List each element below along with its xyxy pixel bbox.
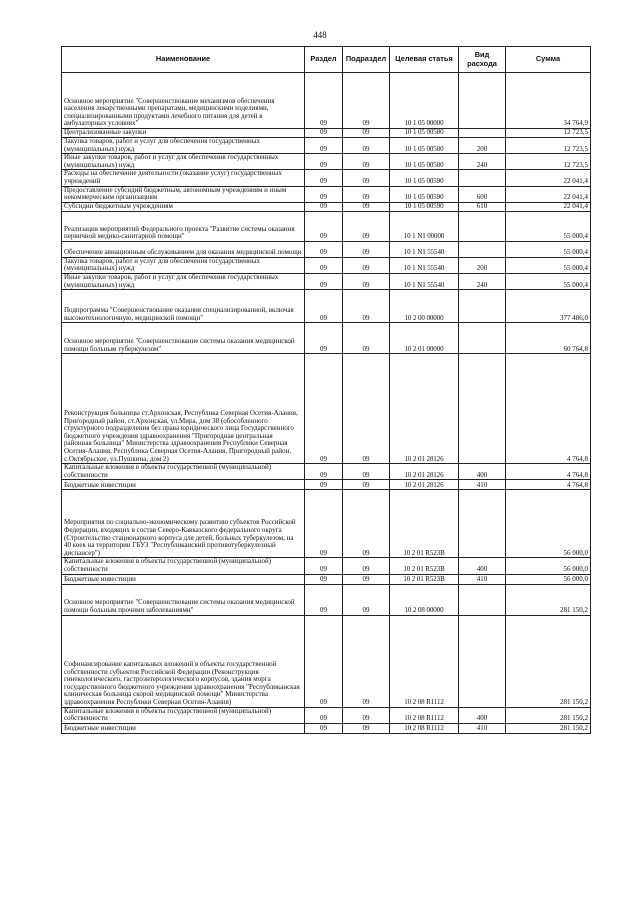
row-expense — [459, 490, 506, 558]
page-number: 448 — [313, 30, 327, 40]
row-expense: 600 — [459, 186, 506, 202]
row-name: Закупка товаров, работ и услуг для обеспечения государственных (муниципальных) нужд — [62, 138, 305, 154]
header-row — [62, 47, 591, 73]
row-sum: 12 723,5 — [506, 129, 591, 138]
row-subsection: 09 — [343, 480, 390, 490]
row-target: 10 1 05 00580 — [390, 129, 459, 138]
row-name: Капитальные вложения в объекты государственной (муниципальной) собственности — [62, 558, 305, 574]
row-name: Бюджетные инвестиции — [62, 723, 305, 733]
row-section: 09 — [305, 584, 343, 615]
row-sum: 55 000,4 — [506, 257, 591, 273]
row-expense — [459, 129, 506, 138]
row-expense: 200 — [459, 138, 506, 154]
row-name: Подпрограмма "Совершенствование оказания специализированной, включая высокотехнологичную, медицинской помощи" — [62, 290, 305, 323]
row-section: 09 — [305, 138, 343, 154]
row-sum: 281 150,2 — [506, 723, 591, 733]
row-sum: 377 486,0 — [506, 290, 591, 323]
row-name: Централизованные закупки — [62, 129, 305, 138]
row-subsection: 09 — [343, 290, 390, 323]
row-expense — [459, 211, 506, 241]
table-row — [62, 723, 591, 733]
row-expense: 410 — [459, 574, 506, 584]
table-row — [62, 323, 591, 354]
table-row — [62, 464, 591, 480]
row-section: 09 — [305, 464, 343, 480]
row-subsection: 09 — [343, 707, 390, 723]
row-expense: 400 — [459, 558, 506, 574]
header-sum: Сумма — [506, 47, 591, 73]
row-expense — [459, 241, 506, 257]
row-section: 09 — [305, 186, 343, 202]
row-name: Субсидии бюджетным учреждениям — [62, 202, 305, 211]
row-subsection: 09 — [343, 241, 390, 257]
row-expense — [459, 615, 506, 707]
row-sum: 281 150,2 — [506, 584, 591, 615]
row-section: 09 — [305, 615, 343, 707]
row-target: 10 1 05 00590 — [390, 170, 459, 186]
row-section: 09 — [305, 707, 343, 723]
row-name: Иные закупки товаров, работ и услуг для обеспечения государственных (муниципальных) нужд — [62, 154, 305, 170]
row-name: Бюджетные инвестиции — [62, 574, 305, 584]
row-sum: 281 150,2 — [506, 615, 591, 707]
row-target: 10 1 N1 55540 — [390, 241, 459, 257]
row-section: 09 — [305, 154, 343, 170]
table-row — [62, 170, 591, 186]
row-subsection: 09 — [343, 273, 390, 289]
table-row — [62, 584, 591, 615]
budget-table — [61, 46, 591, 734]
row-target: 10 1 N1 55540 — [390, 257, 459, 273]
row-section: 09 — [305, 558, 343, 574]
table-row — [62, 290, 591, 323]
row-target: 10 1 05 00590 — [390, 186, 459, 202]
row-section: 09 — [305, 211, 343, 241]
row-sum: 56 000,0 — [506, 558, 591, 574]
row-target: 10 1 05 00000 — [390, 73, 459, 129]
row-name: Основное мероприятие "Совершенствование системы оказания медицинской помощи больным туберкулезом" — [62, 323, 305, 354]
row-subsection: 09 — [343, 584, 390, 615]
row-section: 09 — [305, 480, 343, 490]
row-name: Основное мероприятие "Совершенствование системы оказания медицинской помощи больным прочими заболеваниями" — [62, 584, 305, 615]
header-expense: Вид расхода — [459, 47, 506, 73]
row-target: 10 1 N1 00000 — [390, 211, 459, 241]
row-name: Реализация мероприятий Федерального проекта "Развитие системы оказания первичной медико-санитарной помощи" — [62, 211, 305, 241]
row-subsection: 09 — [343, 354, 390, 464]
row-sum: 55 000,4 — [506, 241, 591, 257]
row-subsection: 09 — [343, 211, 390, 241]
table-row — [62, 615, 591, 707]
row-target: 10 1 N1 55540 — [390, 273, 459, 289]
row-section: 09 — [305, 129, 343, 138]
row-name: Мероприятия по социально-экономическому развитию субъектов Российской Федерации, входящих в состав Северо-Кавказского федерального округа (Строительство стационарного корпуса для детей, больных туберкулезом, на 40 коек на территории ГБУЗ "Республиканский противотуберкулезный диспансер") — [62, 490, 305, 558]
row-subsection: 09 — [343, 323, 390, 354]
row-target: 10 2 00 00000 — [390, 290, 459, 323]
row-name: Основное мероприятие "Совершенствование механизмов обеспечения населения лекарственными препаратами, медицинскими изделиями, специализированными продуктами лечебного питания для детей в амбулаторных условиях" — [62, 73, 305, 129]
row-expense: 240 — [459, 273, 506, 289]
table-row — [62, 211, 591, 241]
row-section: 09 — [305, 290, 343, 323]
row-subsection: 09 — [343, 723, 390, 733]
table-body — [62, 73, 591, 734]
row-sum: 60 764,8 — [506, 323, 591, 354]
row-expense — [459, 73, 506, 129]
row-section: 09 — [305, 273, 343, 289]
row-subsection: 09 — [343, 186, 390, 202]
table-row — [62, 354, 591, 464]
table-row — [62, 202, 591, 211]
row-expense — [459, 290, 506, 323]
row-name: Софинансирование капитальных вложений в объекты государственной собственности субъектов Российской Федерации (Реконструкция гинекологического, гастроэнтерологического корпусов, здания морга государственного бюджетного учреждения здравоохранения "Республиканская клиническая больница скорой медицинской помощи" Министерства здравоохранения Республики Северная Осетия-Алания) — [62, 615, 305, 707]
row-expense: 410 — [459, 480, 506, 490]
row-section: 09 — [305, 73, 343, 129]
table-row — [62, 574, 591, 584]
row-sum: 4 764,8 — [506, 464, 591, 480]
row-target: 10 2 01 R523B — [390, 558, 459, 574]
row-target: 10 2 01 28126 — [390, 480, 459, 490]
header-target: Целевая статья — [390, 47, 459, 73]
table-row — [62, 558, 591, 574]
row-name: Расходы на обеспечение деятельности (оказание услуг) государственных учреждений — [62, 170, 305, 186]
row-expense: 240 — [459, 154, 506, 170]
row-expense: 400 — [459, 464, 506, 480]
row-subsection: 09 — [343, 138, 390, 154]
row-expense — [459, 323, 506, 354]
row-sum: 56 000,0 — [506, 490, 591, 558]
row-target: 10 2 01 R523B — [390, 490, 459, 558]
row-sum: 22 041,4 — [506, 186, 591, 202]
row-expense — [459, 354, 506, 464]
row-name: Закупка товаров, работ и услуг для обеспечения государственных (муниципальных) нужд — [62, 257, 305, 273]
table-row — [62, 273, 591, 289]
row-sum: 22 041,4 — [506, 170, 591, 186]
row-section: 09 — [305, 323, 343, 354]
row-section: 09 — [305, 723, 343, 733]
row-name: Предоставление субсидий бюджетным, автономным учреждениям и иным некоммерческим организациям — [62, 186, 305, 202]
row-name: Бюджетные инвестиции — [62, 480, 305, 490]
row-section: 09 — [305, 354, 343, 464]
table-row — [62, 480, 591, 490]
table-row — [62, 241, 591, 257]
row-target: 10 2 08 R1112 — [390, 707, 459, 723]
row-section: 09 — [305, 202, 343, 211]
row-target: 10 1 05 00580 — [390, 154, 459, 170]
header-subsection: Подраздел — [343, 47, 390, 73]
row-sum: 55 000,4 — [506, 273, 591, 289]
row-name: Капитальные вложения в объекты государственной (муниципальной) собственности — [62, 464, 305, 480]
row-sum: 281 150,2 — [506, 707, 591, 723]
row-target: 10 2 01 28126 — [390, 354, 459, 464]
row-section: 09 — [305, 170, 343, 186]
row-name: Капитальные вложения в объекты государственной (муниципальной) собственности — [62, 707, 305, 723]
row-expense: 410 — [459, 723, 506, 733]
row-name: Реконструкция больницы ст.Архонская, Республика Северная Осетия-Алания, Пригородный район, ст.Архонская, ул.Мира, дом 38 (обособленного структурного подразделения без права юридического лица Государственного бюджетного учреждения здравоохранения "Пригородная центральная районная больница" Министерства здравоохранения Республики Северная Осетия-Алания, Республика Северная Осетия-Алания, Пригородный район, с.Октябрьское, ул.Пушкина, дом 2) — [62, 354, 305, 464]
row-section: 09 — [305, 257, 343, 273]
row-section: 09 — [305, 490, 343, 558]
row-sum: 12 723,5 — [506, 138, 591, 154]
row-section: 09 — [305, 574, 343, 584]
row-expense: 400 — [459, 707, 506, 723]
row-subsection: 09 — [343, 615, 390, 707]
table-row — [62, 707, 591, 723]
row-sum: 4 764,8 — [506, 480, 591, 490]
row-subsection: 09 — [343, 129, 390, 138]
header-name: Наименование — [62, 47, 305, 73]
row-expense — [459, 170, 506, 186]
row-sum: 34 764,9 — [506, 73, 591, 129]
table-row — [62, 490, 591, 558]
row-section: 09 — [305, 241, 343, 257]
row-subsection: 09 — [343, 490, 390, 558]
header-section: Раздел — [305, 47, 343, 73]
row-target: 10 2 08 R1112 — [390, 723, 459, 733]
row-sum: 56 000,0 — [506, 574, 591, 584]
table-row — [62, 73, 591, 129]
table-header — [62, 47, 591, 73]
row-subsection: 09 — [343, 170, 390, 186]
table-row — [62, 257, 591, 273]
row-expense: 610 — [459, 202, 506, 211]
row-subsection: 09 — [343, 257, 390, 273]
row-target: 10 2 08 R1112 — [390, 615, 459, 707]
row-subsection: 09 — [343, 202, 390, 211]
row-expense — [459, 584, 506, 615]
table-row — [62, 186, 591, 202]
table-row — [62, 138, 591, 154]
row-subsection: 09 — [343, 464, 390, 480]
row-subsection: 09 — [343, 574, 390, 584]
row-subsection: 09 — [343, 154, 390, 170]
row-sum: 12 723,5 — [506, 154, 591, 170]
row-target: 10 2 01 28126 — [390, 464, 459, 480]
row-subsection: 09 — [343, 73, 390, 129]
row-target: 10 1 05 00580 — [390, 138, 459, 154]
row-sum: 55 000,4 — [506, 211, 591, 241]
row-sum: 4 764,8 — [506, 354, 591, 464]
row-expense: 200 — [459, 257, 506, 273]
row-target: 10 2 01 R523B — [390, 574, 459, 584]
table-row — [62, 154, 591, 170]
row-subsection: 09 — [343, 558, 390, 574]
row-name: Иные закупки товаров, работ и услуг для обеспечения государственных (муниципальных) нужд — [62, 273, 305, 289]
row-name: Обеспечение авиационным обслуживанием для оказания медицинской помощи — [62, 241, 305, 257]
row-target: 10 1 05 00590 — [390, 202, 459, 211]
row-sum: 22 041,4 — [506, 202, 591, 211]
row-target: 10 2 01 00000 — [390, 323, 459, 354]
row-target: 10 2 08 00000 — [390, 584, 459, 615]
